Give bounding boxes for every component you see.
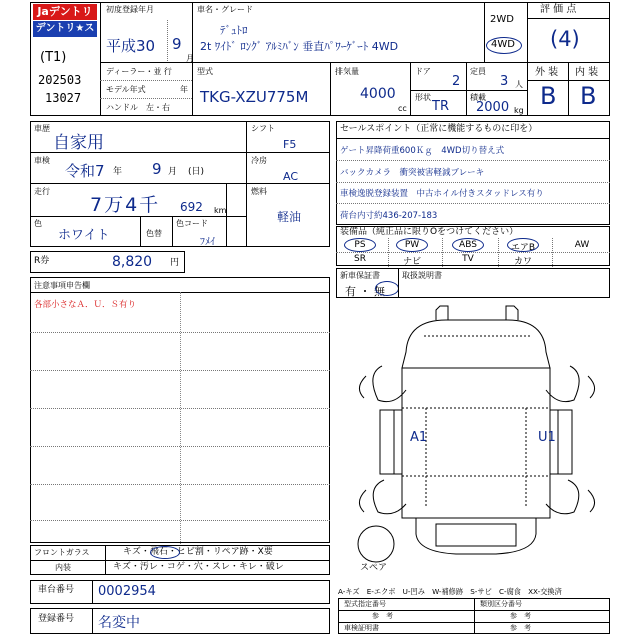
- grade-score-value: (4): [550, 27, 580, 51]
- warranty-circle: [375, 281, 399, 296]
- mileage-main: 7万4千: [90, 194, 161, 216]
- equip-ps: PS: [354, 240, 366, 250]
- sales-item-3: 車検逸脱登録装置 中古ホイル付きスタッドレス有り: [340, 189, 544, 199]
- displacement-value: 4000: [360, 86, 396, 102]
- model-label: 型式: [197, 67, 213, 76]
- color-code-label: 色コード: [176, 219, 208, 228]
- equip-leather: カワ: [513, 257, 532, 267]
- registration-block: [30, 608, 330, 634]
- model-year-label: モデル年式: [106, 85, 146, 94]
- mileage-unit: km: [214, 206, 227, 215]
- equipment-label: 装備品（純正品に限りOをつけてください）: [340, 227, 519, 237]
- chassis-label: 車台番号: [38, 585, 75, 595]
- displacement-unit: cc: [398, 104, 407, 113]
- windshield-circle: [150, 546, 180, 559]
- chassis-value: 0002954: [98, 584, 156, 599]
- capacity-unit: 人: [515, 80, 523, 89]
- stamp-cert: 車検証明書: [344, 624, 379, 632]
- inspection-era: 令和7: [65, 162, 105, 180]
- capacity-label: 定員: [470, 67, 486, 76]
- windshield-value: キズ・飛石・ヒビ割・リペア跡・X要: [123, 547, 273, 557]
- interior-cond-label: 内装: [55, 563, 71, 572]
- damage-right: U1: [538, 430, 556, 445]
- mileage-sub: 692: [180, 200, 203, 214]
- equip-aw: AW: [574, 240, 590, 250]
- color-code-value: ﾌﾒｲ: [200, 237, 215, 248]
- lot-code: (T1): [40, 50, 67, 65]
- model-value: TKG-XZU775M: [200, 88, 309, 106]
- first-reg-month-unit: 月: [186, 54, 194, 63]
- stamp-model-number: 型式指定番号: [344, 600, 386, 608]
- shift-value: F5: [283, 138, 297, 151]
- car-grade: 2t ﾜｲﾄﾞ ﾛﾝｸﾞ ｱﾙﾐﾊﾞﾝ 垂直ﾊﾟﾜｰｹﾞｰﾄ 4WD: [200, 40, 399, 53]
- model-year-unit: 年: [180, 85, 188, 94]
- stamp-ref-3: 参 考: [510, 624, 531, 632]
- logo-bottom: デントリ★スター: [33, 21, 97, 37]
- drive-2wd: 2WD: [490, 14, 514, 25]
- first-reg-era: 平成30: [106, 37, 156, 55]
- fuel-label: 燃料: [251, 187, 267, 196]
- exterior-value: B: [540, 82, 557, 110]
- capacity-value: 3: [500, 74, 509, 89]
- equip-airbag: エアB: [510, 243, 536, 253]
- stamp-ref-1: 参 考: [372, 612, 393, 620]
- ac-value: AC: [283, 170, 299, 183]
- recycle-value: 8,820: [112, 254, 153, 270]
- vehicle-diagram: [336, 298, 610, 580]
- sales-item-1: ゲート昇降荷重600Ｋｇ 4WD切り替え式: [340, 146, 505, 156]
- inspection-year-unit: 年: [113, 167, 123, 177]
- equip-pw-circle: [396, 238, 428, 252]
- equip-airbag-circle: [507, 238, 539, 252]
- warranty-value: 有 ・ 無: [345, 285, 385, 298]
- ac-label: 冷房: [251, 156, 267, 165]
- notes-label: 注意事項申告欄: [34, 281, 90, 290]
- load-value: 2000: [476, 100, 510, 115]
- stamp-class-number: 類別区分番号: [480, 600, 522, 608]
- fuel-value: 軽油: [277, 210, 302, 224]
- equip-navi: ナビ: [402, 257, 421, 267]
- doors-value: 2: [452, 74, 461, 89]
- inspection-month-unit: 月: [168, 167, 178, 177]
- color-label: 色: [34, 219, 42, 228]
- windshield-label: フロントガラス: [34, 548, 90, 557]
- equip-pw: PW: [404, 240, 420, 250]
- chassis-block: [30, 580, 330, 604]
- recycle-unit: 円: [170, 258, 180, 268]
- mileage-label: 走行: [34, 187, 50, 196]
- usage-label: 車歴: [34, 124, 50, 133]
- sales-item-2: バックカメラ 衝突被害軽減ブレーキ: [340, 168, 485, 178]
- first-reg-label: 初度登録年月: [106, 5, 154, 14]
- load-label: 積載: [470, 93, 486, 102]
- registration-label: 登録番号: [38, 614, 75, 624]
- car-name: ﾃﾞｭﾄﾛ: [220, 24, 248, 37]
- equip-abs-circle: [452, 238, 484, 252]
- manual-label: 取扱説明書: [402, 271, 442, 280]
- dealer-label: ディーラー・並 行: [106, 67, 172, 76]
- damage-left: A1: [410, 430, 428, 445]
- interior-value: B: [580, 82, 597, 110]
- shift-label: シフト: [251, 124, 275, 133]
- inspection-day: (日): [188, 167, 205, 177]
- exterior-label: 外 装: [535, 67, 559, 78]
- interior-label: 内 装: [575, 67, 599, 78]
- shape-label: 形状: [415, 93, 431, 102]
- color-change-label: 色替: [146, 229, 162, 238]
- equip-tv: TV: [462, 254, 474, 264]
- shape-value: TR: [432, 99, 449, 114]
- equip-ps-circle: [344, 238, 376, 252]
- logo: [31, 3, 99, 50]
- recycle-label: R券: [34, 256, 50, 266]
- equip-sr: SR: [354, 254, 366, 264]
- drive-4wd: 4WD: [491, 39, 515, 50]
- lot-line2: 13027: [45, 91, 82, 105]
- logo-top: Jaデントリ: [33, 4, 97, 20]
- grade-score-label: 評 価 点: [540, 4, 577, 15]
- car-label: 車名・グレード: [197, 5, 253, 14]
- registration-value: 名変中: [98, 615, 140, 631]
- equip-abs: ABS: [459, 240, 477, 250]
- recycle-block: [30, 251, 185, 273]
- load-unit: kg: [514, 106, 524, 115]
- inspection-label: 車検: [34, 156, 50, 165]
- usage-value: 自家用: [53, 133, 104, 153]
- stamp-ref-2: 参 考: [510, 612, 531, 620]
- color-value: ホワイト: [58, 228, 110, 243]
- damage-legend: A-キズ E-エクボ U-凹み W-補修跡 S-サビ C-腐食 XX-交換済: [338, 587, 562, 596]
- lot-line1: 202503: [38, 73, 82, 87]
- spare-label: スペア: [360, 563, 388, 573]
- doors-label: ドア: [415, 67, 431, 76]
- sales-label: セールスポイント（正常に機能するものに印を）: [340, 124, 538, 134]
- inspection-month: 9: [152, 160, 162, 178]
- sales-item-4: 荷台内寸約436-207-183: [340, 211, 438, 221]
- interior-cond-value: キズ・汚レ・コゲ・穴・スレ・キレ・破レ: [113, 562, 284, 572]
- first-reg-month: 9: [172, 35, 182, 53]
- notes-text: 各部小さなＡ．Ｕ．Ｓ有り: [34, 300, 137, 310]
- handle-label: ハンドル 左・右: [106, 103, 170, 112]
- displacement-label: 排気量: [335, 67, 359, 76]
- warranty-label: 新車保証書: [340, 271, 380, 280]
